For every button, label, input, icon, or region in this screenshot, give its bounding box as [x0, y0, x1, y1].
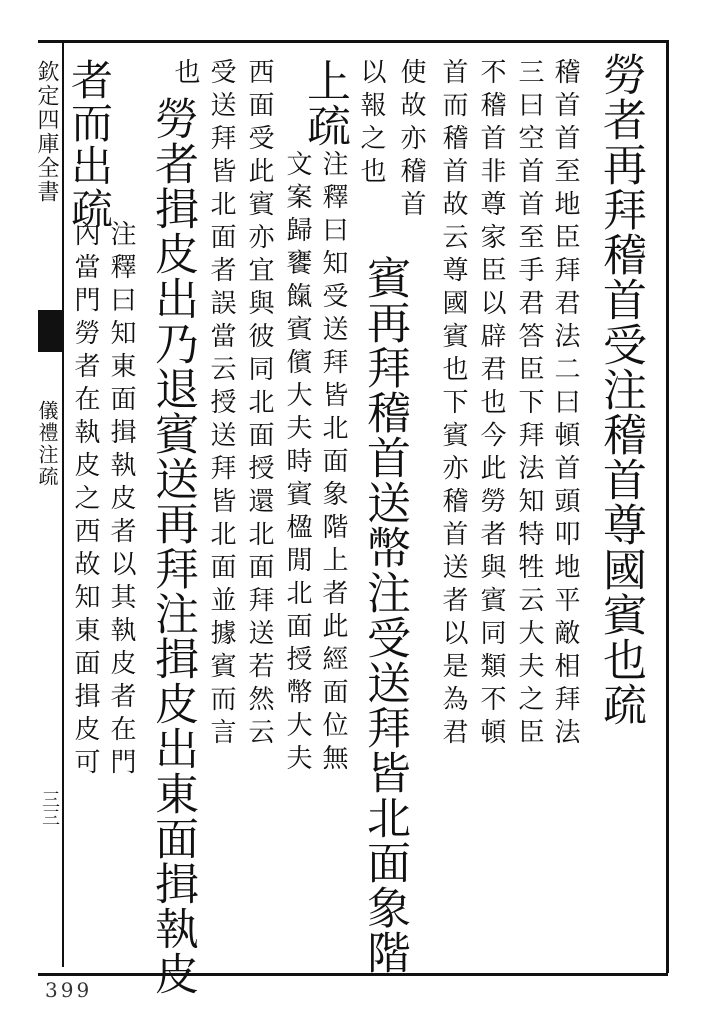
- text-column-17: 內當門勞者在執皮之西故知東面揖皮可: [70, 220, 100, 781]
- text-column-1: 勞者再拜稽首受注稽首尊國賓也疏: [595, 52, 646, 727]
- text-column-8: 以報之也: [356, 58, 386, 190]
- text-column-2: 稽首首至地臣拜君法二曰頓首頭叩地平敵相拜法: [550, 58, 580, 751]
- text-column-5: 首而稽首故云尊國賓也下賓亦稽首送者以是為君: [438, 58, 468, 751]
- book-title: 儀禮注疏: [35, 400, 59, 488]
- text-column-13: 受送拜皆北面者誤當云授送拜皆北面並據賓而言: [206, 58, 236, 751]
- text-column-16: 注釋曰知東面揖執皮者以其執皮者在門: [106, 220, 136, 781]
- text-column-10: 注釋曰知受送拜皆北面象階上者此經面位無: [318, 150, 348, 777]
- text-column-6: 使故亦稽首: [396, 58, 426, 223]
- text-column-7: 賓再拜稽首送幣注受送拜皆北面象階: [359, 255, 410, 975]
- text-column-9: 上疏: [299, 58, 350, 148]
- text-column-4: 不稽首非尊家臣以辟君也今此勞者與賓同類不頓: [476, 58, 506, 751]
- text-column-14: 也: [170, 58, 200, 91]
- text-column-18: 者而出疏: [65, 58, 114, 230]
- page-footer: 399: [45, 978, 93, 1002]
- page-number: 三三: [39, 790, 60, 826]
- frame-right-border: [666, 40, 669, 973]
- text-column-11: 文案歸饔餼賓儐大夫時賓楹閒北面授幣大夫: [282, 150, 312, 777]
- collection-title: 欽定四庫全書: [34, 60, 59, 204]
- text-column-3: 三曰空首首至手君答臣下拜法知特牲云大夫之臣: [514, 58, 544, 751]
- text-column-15: 勞者揖皮出乃退賓送再拜注揖皮出東面揖執皮: [147, 96, 198, 996]
- text-column-12: 西面受此賓亦宜與彼同北面授還北面拜送若然云: [244, 58, 274, 751]
- fishtail-mark: [38, 310, 62, 352]
